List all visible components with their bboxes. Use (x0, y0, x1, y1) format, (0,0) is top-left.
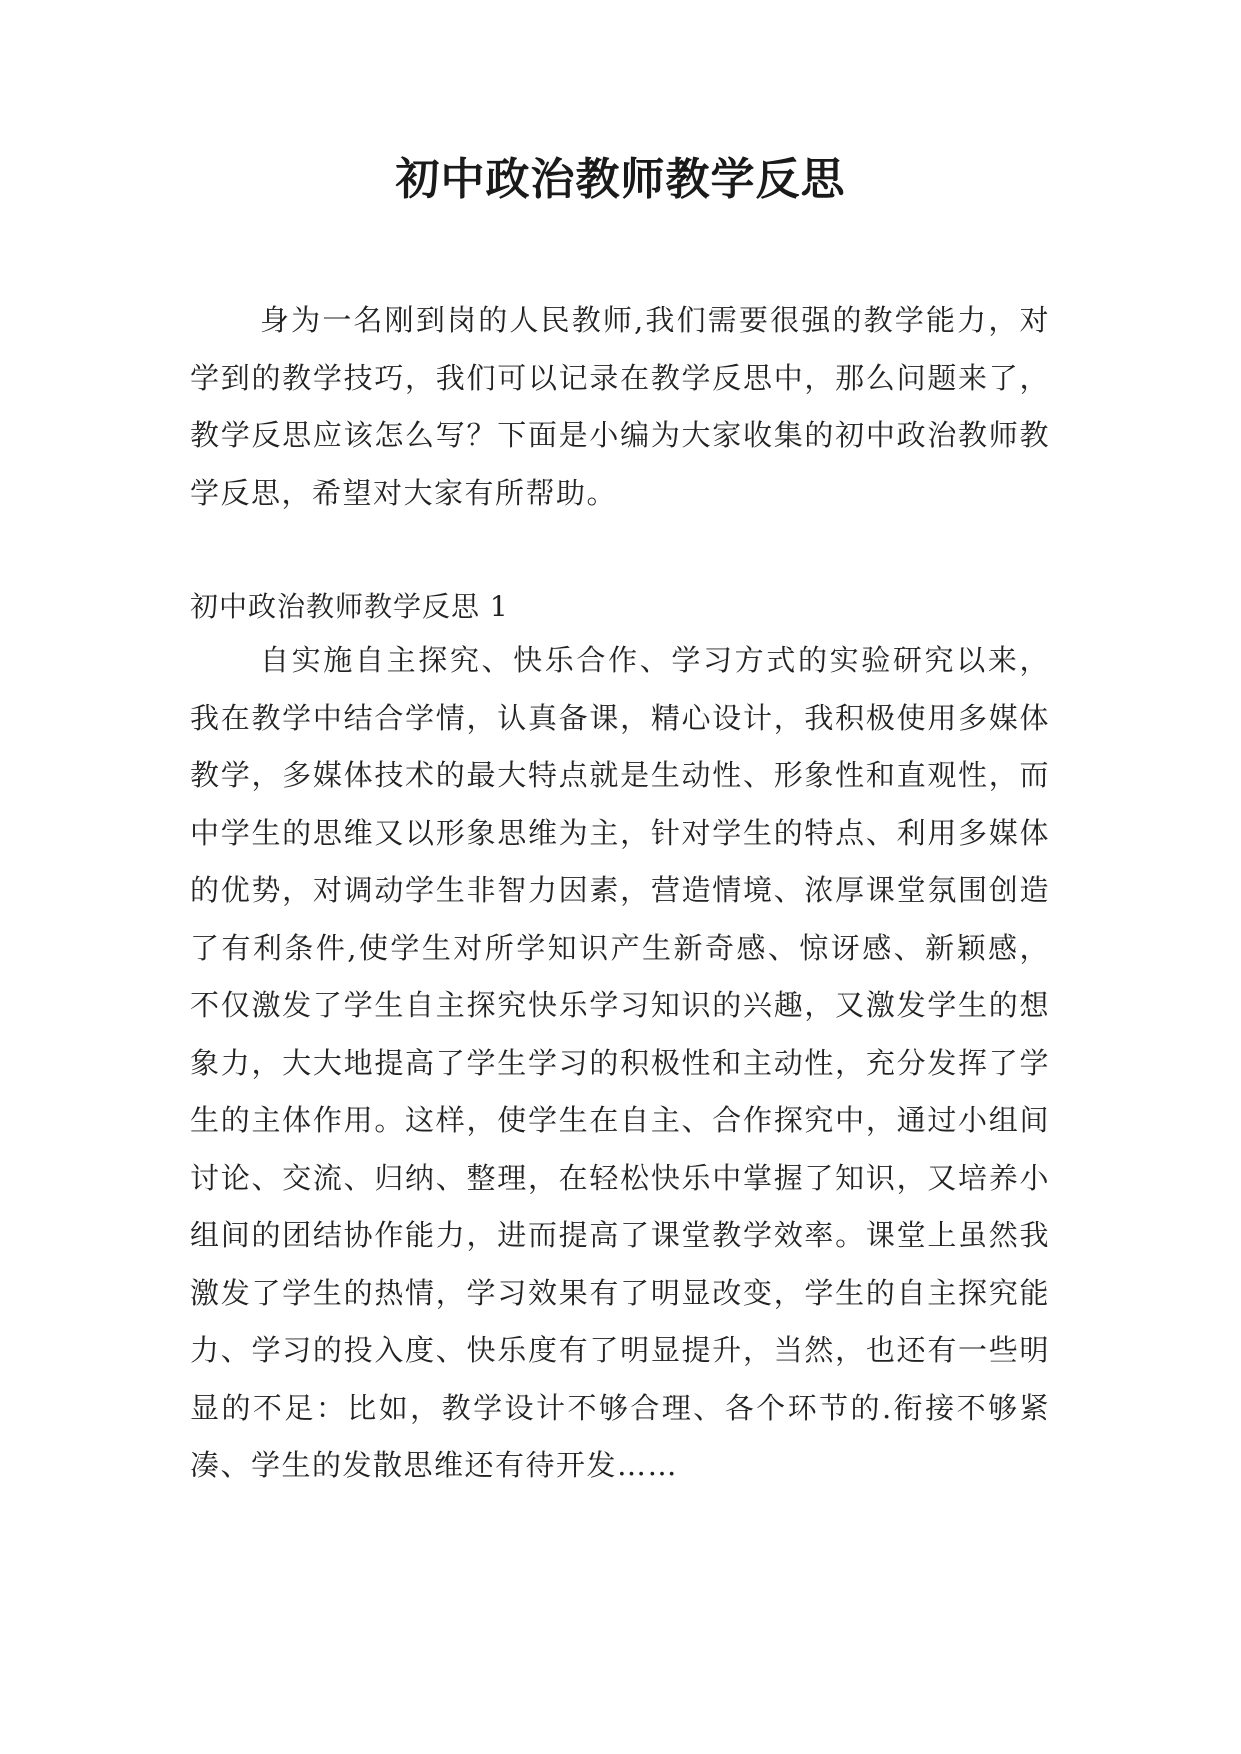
section-heading: 初中政治教师教学反思 1 (190, 590, 509, 623)
document-title: 初中政治教师教学反思 (395, 154, 846, 205)
intro-paragraph: 身为一名刚到岗的人民教师,我们需要很强的教学能力，对学到的教学技巧，我们可以记录在教学反思中，那么问题来了，教学反思应该怎么写？下面是小编为大家收集的初中政治教师教学反思，希望对大家有所帮助。 (190, 303, 1050, 510)
section-body-paragraph: 自实施自主探究、快乐合作、学习方式的实验研究以来，我在教学中结合学情，认真备课，精心设计，我积极使用多媒体教学，多媒体技术的最大特点就是生动性、形象性和直观性，而中学生的思维又以形象思维为主，针对学生的特点、利用多媒体的优势，对调动学生非智力因素，营造情境、浓厚课堂氛围创造了有利条件,使学生对所学知识产生新奇感、惊讶感、新颖感，不仅激发了学生自主探究快乐学习知识的兴趣，又激发学生的想象力，大大地提高了学生学习的积极性和主动性，充分发挥了学生的主体作用。这样，使学生在自主、合作探究中，通过小组间讨论、交流、归纳、整理，在轻松快乐中掌握了知识，又培养小组间的团结协作能力，进而提高了课堂教学效率。课堂上虽然我激发了学生的热情，学习效果有了明显改变，学生的自主探究能力、学习的投入度、快乐度有了明显提升，当然，也还有一些明显的不足：比如，教学设计不够合理、各个环节的.衔接不够紧凑、学生的发散思维还有待开发…… (190, 643, 1050, 1482)
